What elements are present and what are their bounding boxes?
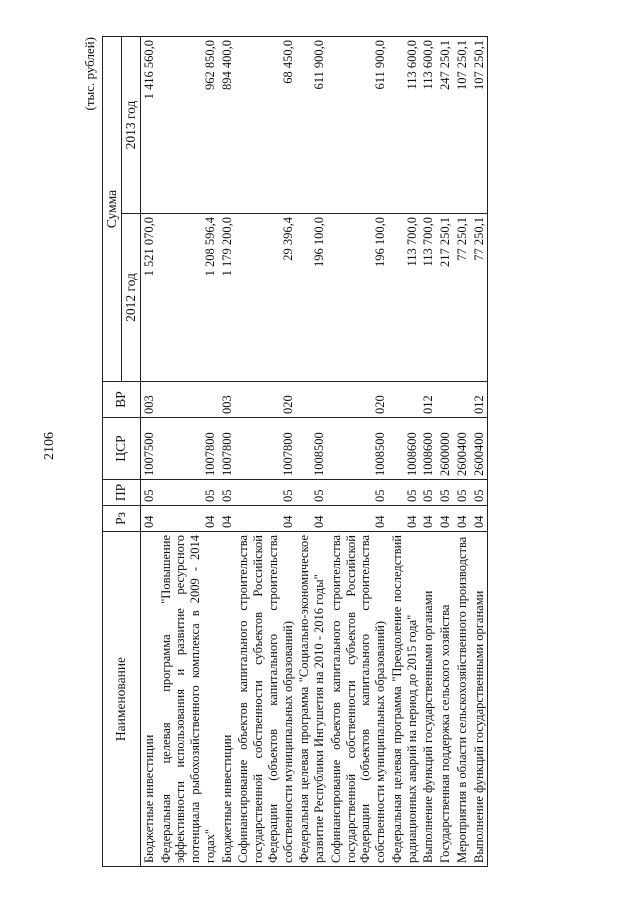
- row-csr: 1008500: [328, 418, 389, 480]
- row-pr: 05: [235, 480, 296, 506]
- row-vr: 020: [328, 382, 389, 418]
- row-pr: 05: [328, 480, 389, 506]
- row-csr: 1007800: [219, 418, 236, 480]
- row-name: Выполнение функций государственными органами: [420, 532, 437, 867]
- row-sum-2013: 1 416 560,0: [140, 36, 157, 213]
- table-row: [471, 36, 488, 866]
- row-csr: 2600400: [454, 418, 471, 480]
- row-name: Федеральная целевая программа "Повышение эффективности использования и развитие ресурсного потенциала рыбохозяйственного комплекса в 2009 - 2014 годах": [158, 532, 219, 867]
- row-vr: [437, 382, 454, 418]
- row-name: Бюджетные инвестиции: [219, 532, 236, 867]
- row-pr: 05: [437, 480, 454, 506]
- row-csr: 2600000: [437, 418, 454, 480]
- row-rz: 04: [235, 506, 296, 532]
- row-sum-2012: 1 179 200,0: [219, 214, 236, 382]
- row-sum-2012: 1 208 596,4: [158, 214, 219, 382]
- row-sum-2012: 196 100,0: [328, 214, 389, 382]
- row-vr: [158, 382, 219, 418]
- row-rz: 04: [389, 506, 421, 532]
- row-vr: 020: [235, 382, 296, 418]
- row-vr: 012: [420, 382, 437, 418]
- row-pr: 05: [420, 480, 437, 506]
- table-body: [140, 36, 488, 866]
- row-name: Выполнение функций государственными органами: [471, 532, 488, 867]
- header-rz: Рз: [103, 506, 141, 532]
- row-pr: 05: [471, 480, 488, 506]
- budget-sheet: [82, 37, 602, 867]
- row-pr: 05: [158, 480, 219, 506]
- header-name: Наименование: [103, 532, 141, 867]
- row-sum-2012: 29 396,4: [235, 214, 296, 382]
- row-pr: 05: [219, 480, 236, 506]
- row-vr: 003: [219, 382, 236, 418]
- row-sum-2013: 113 600,0: [389, 36, 421, 213]
- row-rz: 04: [158, 506, 219, 532]
- row-pr: 05: [140, 480, 157, 506]
- row-csr: 2600400: [471, 418, 488, 480]
- table-row: [328, 36, 389, 866]
- row-vr: 003: [140, 382, 157, 418]
- row-sum-2012: 113 700,0: [389, 214, 421, 382]
- row-rz: 04: [437, 506, 454, 532]
- table-row: [158, 36, 219, 866]
- row-sum-2013: 113 600,0: [420, 36, 437, 213]
- row-csr: 1007800: [158, 418, 219, 480]
- row-sum-2013: 107 250,1: [471, 36, 488, 213]
- row-sum-2012: 1 521 070,0: [140, 214, 157, 382]
- row-sum-2013: 894 400,0: [219, 36, 236, 213]
- row-sum-2012: 217 250,1: [437, 214, 454, 382]
- row-rz: 04: [140, 506, 157, 532]
- row-pr: 05: [296, 480, 328, 506]
- row-pr: 05: [454, 480, 471, 506]
- table-row: [454, 36, 471, 866]
- row-name: Мероприятия в области сельскохозяйственного производства: [454, 532, 471, 867]
- row-sum-2013: 611 900,0: [296, 36, 328, 213]
- row-vr: [296, 382, 328, 418]
- table-row: [420, 36, 437, 866]
- table-row: [235, 36, 296, 866]
- row-sum-2012: 196 100,0: [296, 214, 328, 382]
- table-row: [140, 36, 157, 866]
- row-csr: 1008500: [296, 418, 328, 480]
- row-sum-2013: 107 250,1: [454, 36, 471, 213]
- row-rz: 04: [219, 506, 236, 532]
- row-rz: 04: [454, 506, 471, 532]
- table-header: [103, 36, 141, 866]
- row-sum-2012: 113 700,0: [420, 214, 437, 382]
- table-row: [437, 36, 454, 866]
- table-row: [296, 36, 328, 866]
- row-vr: [389, 382, 421, 418]
- row-vr: 012: [471, 382, 488, 418]
- header-pr: ПР: [103, 480, 141, 506]
- row-sum-2013: 68 450,0: [235, 36, 296, 213]
- row-vr: [454, 382, 471, 418]
- header-csr: ЦСР: [103, 418, 141, 480]
- row-name: Софинансирование объектов капитального строительства государственной собственности субъектов Российской Федерации (объектов капитального строительства собственности муниципальных образований): [235, 532, 296, 867]
- row-sum-2013: 247 250,1: [437, 36, 454, 213]
- row-name: Софинансирование объектов капитального строительства государственной собственности субъектов Российской Федерации (объектов капитального строительства собственности муниципальных образований): [328, 532, 389, 867]
- row-name: Государственная поддержка сельского хозяйства: [437, 532, 454, 867]
- row-name: Федеральная целевая программа "Преодоление последствий радиационных аварий на период до 2015 года": [389, 532, 421, 867]
- table-row: [389, 36, 421, 866]
- table-row: [219, 36, 236, 866]
- units-label: (тыс. рублей): [82, 37, 97, 111]
- row-name: Федеральная целевая программа "Социально-экономическое развитие Республики Ингушетия на 2010 - 2016 годы": [296, 532, 328, 867]
- row-csr: 1007800: [235, 418, 296, 480]
- row-pr: 05: [389, 480, 421, 506]
- budget-table: [102, 36, 488, 867]
- row-sum-2012: 77 250,1: [471, 214, 488, 382]
- row-sum-2013: 611 900,0: [328, 36, 389, 213]
- row-rz: 04: [420, 506, 437, 532]
- row-csr: 1008600: [389, 418, 421, 480]
- header-year-2013: 2013 год: [121, 36, 140, 213]
- row-name: Бюджетные инвестиции: [140, 532, 157, 867]
- header-sum: Сумма: [103, 36, 122, 381]
- row-rz: 04: [471, 506, 488, 532]
- row-sum-2012: 77 250,1: [454, 214, 471, 382]
- page-number: 2106: [42, 432, 57, 460]
- row-csr: 1007500: [140, 418, 157, 480]
- row-rz: 04: [328, 506, 389, 532]
- header-vr: ВР: [103, 382, 141, 418]
- row-rz: 04: [296, 506, 328, 532]
- row-csr: 1008600: [420, 418, 437, 480]
- header-year-2012: 2012 год: [121, 214, 140, 382]
- row-sum-2013: 962 850,0: [158, 36, 219, 213]
